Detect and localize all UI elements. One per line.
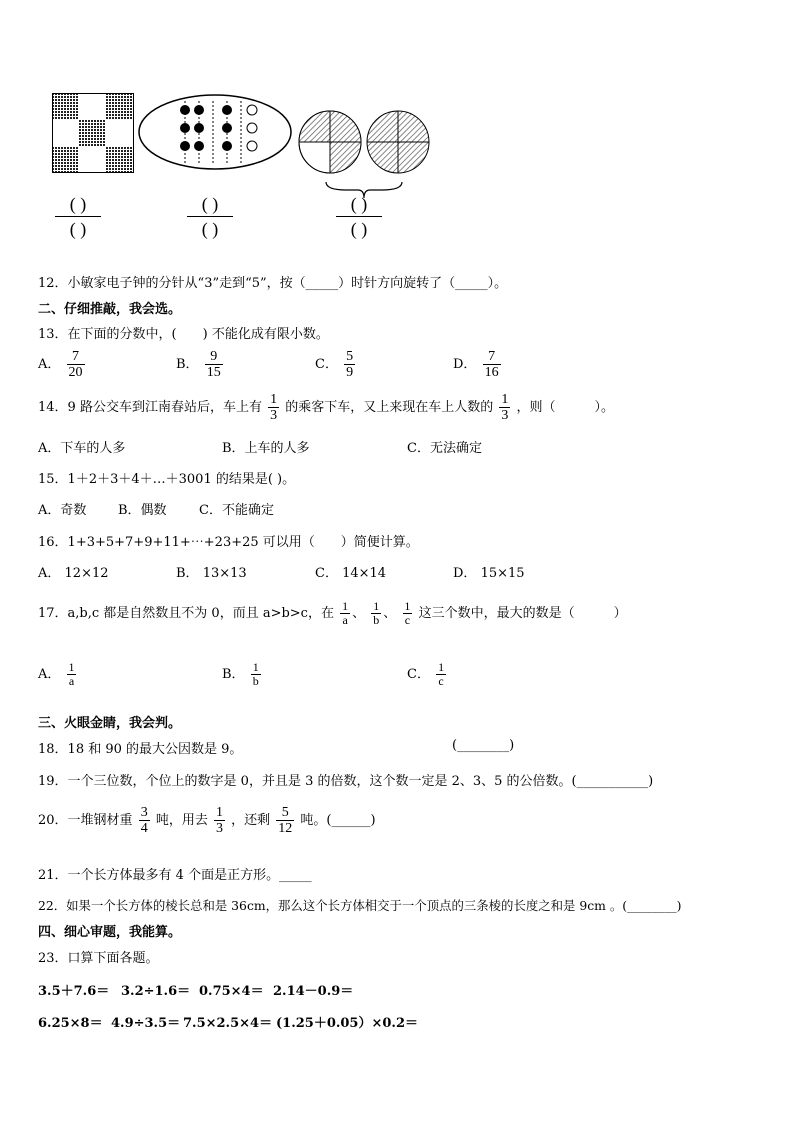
q17-option-b[interactable]: B． $\frac{1}{b}$ [222, 660, 259, 688]
fraction: $\frac{1}{3}$ [215, 805, 223, 836]
question-14: 14．9 路公交车到江南春站后，车上有 $\frac{1}{3}$ 的乘客下车，又上来现在车上人数的 $\frac{1}{3}$ ，则（ ）。 [38, 392, 615, 423]
q13-option-d[interactable]: D． $\frac{7}{16}$ [453, 349, 499, 380]
question-18: 18．18 和 90 的最大公因数是 9。 [38, 742, 243, 757]
question-22: 22．如果一个长方体的棱长总和是 36cm，那么这个长方体相交于一个顶点的三条棱的长度之和是 9cm 。(________) [38, 898, 682, 913]
q16-option-d[interactable]: D． 15×15 [453, 566, 525, 581]
q16-option-a[interactable]: A． 12×12 [38, 566, 109, 581]
fraction: $\frac{1}{c}$ [404, 599, 411, 627]
q13-option-b[interactable]: B． $\frac{9}{15}$ [176, 349, 221, 380]
oral-calc-7: 7.5×2.5×4＝ [183, 1016, 273, 1031]
section-2-heading: 二、仔细推敲，我会选。 [38, 302, 182, 317]
oral-calc-6: 4.9÷3.5＝ [111, 1016, 181, 1031]
question-23: 23．口算下面各题。 [38, 951, 159, 966]
q16-option-c[interactable]: C． 14×14 [315, 566, 387, 581]
q16-option-b[interactable]: B． 13×13 [176, 566, 247, 581]
question-15: 15．1＋2＋3＋4＋…＋3001 的结果是( )。 [38, 472, 296, 487]
section-3-heading: 三、火眼金睛，我会判。 [38, 716, 182, 731]
q15-option-c[interactable]: C．不能确定 [199, 503, 274, 518]
q14-option-c[interactable]: C．无法确定 [407, 441, 482, 456]
q14-option-b[interactable]: B．上车的人多 [222, 441, 310, 456]
question-17: 17．a,b,c 都是自然数且不为 0，而且 a>b>c，在 $\frac{1}{a}$ 、 $\frac{1}{b}$ 、 $\frac{1}{c}$ 这三个数中，最大的数是（ ） [38, 599, 627, 627]
fraction: $\frac{5}{12}$ [278, 805, 293, 836]
question-16: 16．1+3+5+7+9+11+⋯+23+25 可以用（ ）简便计算。 [38, 535, 419, 550]
q17-option-c[interactable]: C． $\frac{1}{c}$ [407, 660, 445, 688]
fraction: $\frac{1}{c}$ [438, 660, 445, 688]
oral-calc-2: 3.2÷1.6＝ [121, 984, 191, 999]
circles-figure [298, 108, 434, 206]
q14-option-a[interactable]: A．下车的人多 [38, 441, 126, 456]
oral-calc-5: 6.25×8＝ [38, 1016, 103, 1031]
oral-calc-4: 2.14－0.9＝ [273, 984, 354, 999]
fraction: $\frac{1}{b}$ [252, 660, 259, 688]
q15-option-b[interactable]: B．偶数 [118, 503, 167, 518]
q18-answer-blank[interactable]: (________) [452, 738, 515, 753]
answer-fraction-3[interactable]: ( ) ( ) [336, 194, 382, 239]
answer-fraction-1[interactable]: ( ) ( ) [55, 194, 101, 239]
question-13: 13．在下面的分数中，( ) 不能化成有限小数。 [38, 327, 329, 342]
answer-fraction-2[interactable]: ( ) ( ) [187, 194, 233, 239]
q17-option-a[interactable]: A． $\frac{1}{a}$ [38, 660, 75, 688]
oral-calc-1: 3.5＋7.6＝ [38, 984, 110, 999]
question-19: 19．一个三位数，个位上的数字是 0，并且是 3 的倍数，这个数一定是 2、3、5 的公倍数。(___________) [38, 774, 654, 789]
q13-option-c[interactable]: C． $\frac{5}{9}$ [315, 349, 354, 380]
fraction: $\frac{7}{16}$ [484, 349, 499, 380]
oral-calc-8: (1.25＋0.05）×0.2＝ [276, 1016, 418, 1031]
question-12: 12．小敏家电子钟的分针从“3”走到“5”，按（_____）时针方向旋转了（_____）。 [38, 276, 508, 291]
fraction: $\frac{9}{15}$ [206, 349, 221, 380]
fraction: $\frac{1}{3}$ [270, 392, 278, 423]
oral-calc-3: 0.75×4＝ [199, 984, 264, 999]
fraction: $\frac{5}{9}$ [346, 349, 354, 380]
fraction: $\frac{7}{20}$ [68, 349, 83, 380]
fraction: $\frac{1}{a}$ [68, 660, 75, 688]
fraction: $\frac{1}{b}$ [373, 599, 380, 627]
fraction: $\frac{1}{a}$ [342, 599, 349, 627]
question-20: 20．一堆钢材重 $\frac{3}{4}$ 吨，用去 $\frac{1}{3}$ ，还剩 $\frac{5}{12}$ 吨。(______) [38, 805, 376, 836]
grid-figure [52, 93, 134, 173]
q15-option-a[interactable]: A．奇数 [38, 503, 87, 518]
fraction: $\frac{1}{3}$ [501, 392, 509, 423]
q13-option-a[interactable]: A． $\frac{7}{20}$ [38, 349, 83, 380]
dots-oval-figure [137, 93, 293, 171]
fraction: $\frac{3}{4}$ [140, 805, 148, 836]
section-4-heading: 四、细心审题，我能算。 [38, 925, 182, 940]
question-21: 21．一个长方体最多有 4 个面是正方形。_____ [38, 868, 312, 883]
